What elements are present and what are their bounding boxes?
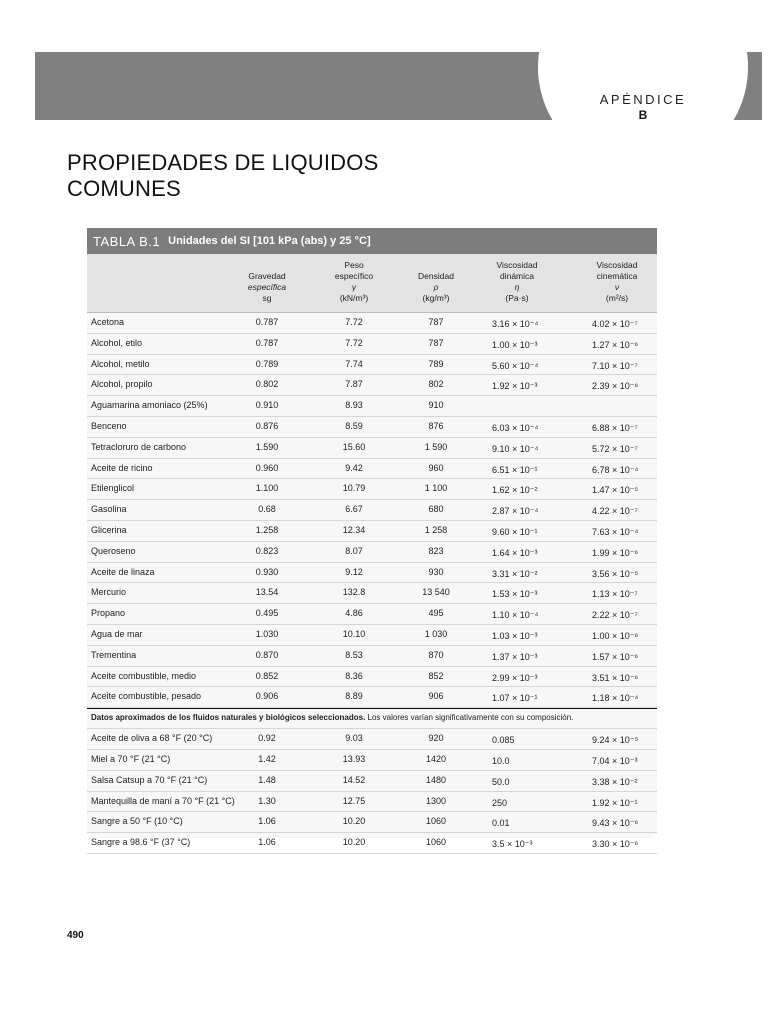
row-liquid-name: Propano xyxy=(91,608,126,619)
row-liquid-name: Aceite combustible, pesado xyxy=(91,691,202,702)
row-cell: 7.74 xyxy=(345,358,363,369)
row-cell: 13.93 xyxy=(342,753,366,764)
page-number: 490 xyxy=(67,930,84,941)
row-liquid-name: Queroseno xyxy=(91,545,136,556)
table-row xyxy=(87,459,657,480)
row-cell: 787 xyxy=(428,337,444,348)
row-cell: 823 xyxy=(428,545,444,556)
row-cell: 930 xyxy=(428,566,444,577)
row-cell: 1.37 × 10⁻³ xyxy=(492,651,538,662)
row-cell: 1.64 × 10⁻³ xyxy=(492,547,538,558)
column-header-line: (Pa·s) xyxy=(505,293,529,303)
row-cell: 12.34 xyxy=(342,524,366,535)
row-cell: 1.590 xyxy=(255,441,279,452)
row-cell: 3.38 × 10⁻² xyxy=(592,776,638,787)
appendix-label: APÉNDICE xyxy=(599,92,687,107)
row-cell: 2.22 × 10⁻⁷ xyxy=(592,610,638,621)
column-header-line: η xyxy=(514,282,520,292)
properties-table xyxy=(87,228,657,850)
column-header-line xyxy=(391,260,481,271)
column-header-line: dinámica xyxy=(499,271,535,281)
table-subtitle: Unidades del SI [101 kPa (abs) y 25 °C] xyxy=(168,235,371,247)
row-cell: 0.01 xyxy=(492,818,510,829)
column-header-line xyxy=(222,260,312,271)
row-cell: 1.99 × 10⁻⁶ xyxy=(592,547,639,558)
row-liquid-name: Acetona xyxy=(91,317,125,327)
row-cell: 1.27 × 10⁻⁶ xyxy=(592,339,639,350)
row-cell: 9.24 × 10⁻⁵ xyxy=(592,735,639,746)
row-liquid-name: Sangre a 50 °F (10 °C) xyxy=(91,816,183,827)
row-cell: 0.852 xyxy=(255,670,279,681)
row-cell: 1.06 xyxy=(258,816,276,827)
table-row xyxy=(87,313,657,334)
column-header-line: Densidad xyxy=(418,271,454,281)
row-cell: 787 xyxy=(428,317,444,327)
row-cell: 1 100 xyxy=(424,483,448,494)
row-cell: 10.20 xyxy=(342,816,366,827)
row-cell: 1.92 × 10⁻³ xyxy=(492,381,538,392)
row-cell: 9.42 xyxy=(345,462,363,473)
row-cell: 1.00 × 10⁻⁶ xyxy=(592,630,639,641)
row-cell: 1.48 xyxy=(258,774,276,785)
row-liquid-name: Aguamarina amoniaco (25%) xyxy=(91,400,208,411)
row-cell: 6.51 × 10⁻¹ xyxy=(492,464,538,475)
column-header-line: Gravedad xyxy=(248,271,286,281)
row-cell: 3.31 × 10⁻² xyxy=(492,568,538,579)
table-body-biological xyxy=(87,729,657,854)
column-header-line: cinemática xyxy=(596,271,638,281)
row-cell: 0.906 xyxy=(255,691,279,702)
column-header-line: (kN/m³) xyxy=(339,293,369,303)
row-cell: 50.0 xyxy=(492,776,510,787)
row-cell: 0.930 xyxy=(255,566,279,577)
row-liquid-name: Tetracloruro de carbono xyxy=(91,441,187,452)
row-cell: 920 xyxy=(428,733,444,744)
row-cell: 1060 xyxy=(425,837,447,848)
row-cell: 9.60 × 10⁻¹ xyxy=(492,526,538,537)
row-cell: 8.36 xyxy=(345,670,363,681)
row-cell: 0.789 xyxy=(255,358,279,369)
row-cell: 4.22 × 10⁻⁷ xyxy=(592,506,638,517)
row-cell: 0.802 xyxy=(255,379,279,390)
row-cell: 1.53 × 10⁻³ xyxy=(492,589,538,600)
column-headers xyxy=(87,254,657,313)
row-cell: 1.06 xyxy=(258,837,276,848)
table-row xyxy=(87,646,657,667)
row-cell: 1.10 × 10⁻⁴ xyxy=(492,610,539,621)
table-row xyxy=(87,334,657,355)
top-band xyxy=(35,52,762,120)
row-cell: 0.910 xyxy=(255,400,279,411)
row-cell: 852 xyxy=(428,670,444,681)
row-cell: 1.030 xyxy=(255,628,279,639)
row-cell: 10.0 xyxy=(492,755,510,766)
table-row xyxy=(87,479,657,500)
row-cell: 3.51 × 10⁻⁶ xyxy=(592,672,639,683)
table-note-text: Los valores varían significativamente con su composición. xyxy=(365,713,574,723)
row-cell: 1 258 xyxy=(424,524,448,535)
row-cell: 2.99 × 10⁻³ xyxy=(492,672,538,683)
table-label: TABLA B.1 xyxy=(93,233,161,249)
row-liquid-name: Aceite de oliva a 68 °F (20 °C) xyxy=(91,733,213,744)
table-row xyxy=(87,375,657,396)
row-cell: 132.8 xyxy=(342,587,366,598)
row-cell: 1.42 xyxy=(258,753,276,764)
row-cell: 7.10 × 10⁻⁷ xyxy=(592,360,638,371)
row-cell: 789 xyxy=(428,358,444,369)
row-cell: 1 590 xyxy=(424,441,448,452)
row-liquid-name: Agua de mar xyxy=(91,628,143,639)
row-cell: 802 xyxy=(428,379,444,390)
row-cell: 250 xyxy=(492,797,508,808)
row-cell: 6.78 × 10⁻⁴ xyxy=(592,464,639,475)
row-liquid-name: Mercurio xyxy=(91,587,127,598)
row-cell: 1.18 × 10⁻⁴ xyxy=(592,693,639,704)
row-liquid-name: Miel a 70 °F (21 °C) xyxy=(91,753,171,764)
table-row xyxy=(87,687,657,708)
table-note-bold: Datos aproximados de los fluidos naturales y biológicos seleccionados. xyxy=(91,713,366,723)
row-cell: 14.52 xyxy=(342,774,366,785)
row-cell: 7.87 xyxy=(345,379,363,390)
row-cell: 8.93 xyxy=(345,400,363,411)
table-row xyxy=(87,792,657,813)
row-liquid-name: Benceno xyxy=(91,420,127,431)
table-row xyxy=(87,438,657,459)
row-cell: 13.54 xyxy=(255,587,279,598)
row-cell: 0.495 xyxy=(255,608,279,619)
row-cell: 10.10 xyxy=(342,628,366,639)
table-row xyxy=(87,750,657,771)
row-liquid-name: Salsa Catsup a 70 °F (21 °C) xyxy=(91,774,208,785)
column-header-line: γ xyxy=(351,282,357,292)
row-liquid-name: Sangre a 98.6 °F (37 °C) xyxy=(91,837,191,848)
row-cell: 1.258 xyxy=(255,524,279,535)
table-row xyxy=(87,521,657,542)
row-cell: 3.30 × 10⁻⁶ xyxy=(592,839,639,850)
column-header-2 xyxy=(309,260,399,304)
table-row xyxy=(87,417,657,438)
row-liquid-name: Aceite de ricino xyxy=(91,462,153,473)
table-row xyxy=(87,500,657,521)
row-cell: 9.12 xyxy=(345,566,363,577)
row-cell: 12.75 xyxy=(342,795,366,806)
row-cell: 13 540 xyxy=(422,587,450,598)
row-cell: 495 xyxy=(428,608,444,619)
row-cell: 2.87 × 10⁻⁴ xyxy=(492,506,539,517)
row-cell: 5.60 × 10⁻⁴ xyxy=(492,360,539,371)
row-cell: 1 030 xyxy=(424,628,448,639)
appendix-circle xyxy=(538,0,748,172)
row-cell: 3.56 × 10⁻⁵ xyxy=(592,568,639,579)
table-row xyxy=(87,604,657,625)
row-cell: 0.787 xyxy=(255,317,279,327)
row-cell: 1.62 × 10⁻² xyxy=(492,485,538,496)
table-row xyxy=(87,833,657,854)
row-liquid-name: Aceite de linaza xyxy=(91,566,155,577)
column-header-line: específico xyxy=(334,271,374,281)
row-cell: 1.00 × 10⁻³ xyxy=(492,339,538,350)
table-row xyxy=(87,729,657,750)
row-cell: 1.100 xyxy=(255,483,279,494)
row-cell: 1420 xyxy=(425,753,447,764)
row-cell: 1.30 xyxy=(258,795,276,806)
row-cell: 10.20 xyxy=(342,837,366,848)
row-cell: 1.92 × 10⁻¹ xyxy=(592,797,638,808)
table-row xyxy=(87,812,657,833)
row-liquid-name: Alcohol, metilo xyxy=(91,358,150,369)
row-cell: 1.47 × 10⁻⁵ xyxy=(592,485,639,496)
row-liquid-name: Etilenglicol xyxy=(91,483,135,494)
row-liquid-name: Trementina xyxy=(91,649,137,660)
row-cell: 680 xyxy=(428,504,444,515)
row-cell: 0.085 xyxy=(492,735,515,746)
row-cell: 0.92 xyxy=(258,733,276,744)
table-body xyxy=(87,313,657,708)
row-cell: 870 xyxy=(428,649,444,660)
row-cell: 6.67 xyxy=(345,504,363,515)
column-header-line: ρ xyxy=(433,282,439,292)
row-cell: 8.07 xyxy=(345,545,363,556)
column-header-line: ν xyxy=(614,282,620,292)
row-cell: 0.823 xyxy=(255,545,279,556)
row-liquid-name: Aceite combustible, medio xyxy=(91,670,197,681)
row-cell: 7.72 xyxy=(345,337,363,348)
column-header-line: sg xyxy=(262,293,272,303)
row-cell: 6.03 × 10⁻⁴ xyxy=(492,422,539,433)
page-title xyxy=(67,150,378,202)
table-row xyxy=(87,667,657,688)
table-row xyxy=(87,625,657,646)
row-cell: 8.89 xyxy=(345,691,363,702)
table-row xyxy=(87,542,657,563)
row-liquid-name: Glicerina xyxy=(91,524,127,535)
row-cell: 3.5 × 10⁻³ xyxy=(492,839,533,850)
row-cell: 906 xyxy=(428,691,444,702)
row-cell: 0.876 xyxy=(255,420,279,431)
row-liquid-name: Mantequilla de maní a 70 °F (21 °C) xyxy=(91,795,235,806)
row-cell: 0.870 xyxy=(255,649,279,660)
table-row xyxy=(87,563,657,584)
row-cell: 3.16 × 10⁻⁴ xyxy=(492,319,539,329)
row-cell: 1.13 × 10⁻⁷ xyxy=(592,589,638,600)
row-cell: 1480 xyxy=(425,774,447,785)
row-cell: 1.07 × 10⁻¹ xyxy=(492,693,538,704)
column-header-line: Viscosidad xyxy=(596,260,638,270)
row-liquid-name: Alcohol, propilo xyxy=(91,379,153,390)
row-cell: 960 xyxy=(428,462,444,473)
row-cell: 8.59 xyxy=(345,420,363,431)
column-header-line: específica xyxy=(247,282,287,292)
table-note xyxy=(87,708,657,729)
row-cell: 0.960 xyxy=(255,462,279,473)
row-liquid-name: Alcohol, etilo xyxy=(91,337,143,348)
column-header-5 xyxy=(572,260,662,304)
row-cell: 9.10 × 10⁻⁴ xyxy=(492,443,539,454)
row-cell: 1300 xyxy=(425,795,447,806)
appendix-letter: B xyxy=(638,108,648,122)
row-cell: 1.57 × 10⁻⁶ xyxy=(592,651,639,662)
row-cell: 0.787 xyxy=(255,337,279,348)
column-header-3 xyxy=(391,260,481,304)
row-liquid-name: Gasolina xyxy=(91,504,127,515)
column-header-line: (kg/m³) xyxy=(422,293,450,303)
column-header-line: (m²/s) xyxy=(605,293,629,303)
row-cell: 0.68 xyxy=(258,504,276,515)
column-header-line: Viscosidad xyxy=(496,260,538,270)
row-cell: 1060 xyxy=(425,816,447,827)
page-title-line-1: PROPIEDADES DE LIQUIDOS xyxy=(67,150,379,175)
table-row xyxy=(87,583,657,604)
page-title-line-2: COMUNES xyxy=(67,176,181,201)
row-cell: 15.60 xyxy=(342,441,366,452)
table-header xyxy=(87,228,657,254)
table-row xyxy=(87,355,657,376)
row-cell: 876 xyxy=(428,420,444,431)
row-cell: 4.86 xyxy=(345,608,363,619)
row-cell: 2.39 × 10⁻⁶ xyxy=(592,381,639,392)
row-cell: 910 xyxy=(428,400,444,411)
row-cell: 9.03 xyxy=(345,733,363,744)
row-cell: 10.79 xyxy=(342,483,366,494)
column-header-4 xyxy=(472,260,562,304)
column-header-1 xyxy=(222,260,312,304)
row-cell: 7.04 × 10⁻³ xyxy=(592,755,638,766)
table-row xyxy=(87,396,657,417)
row-cell: 8.53 xyxy=(345,649,363,660)
row-cell: 7.63 × 10⁻⁴ xyxy=(592,526,639,537)
row-cell: 9.43 × 10⁻⁶ xyxy=(592,818,639,829)
row-cell: 6.88 × 10⁻⁷ xyxy=(592,422,638,433)
row-cell: 1.03 × 10⁻³ xyxy=(492,630,538,641)
row-cell: 4.02 × 10⁻⁷ xyxy=(592,319,638,329)
row-cell: 5.72 × 10⁻⁷ xyxy=(592,443,638,454)
table-row xyxy=(87,771,657,792)
column-header-line: Peso xyxy=(344,260,364,270)
row-cell: 7.72 xyxy=(345,317,363,327)
